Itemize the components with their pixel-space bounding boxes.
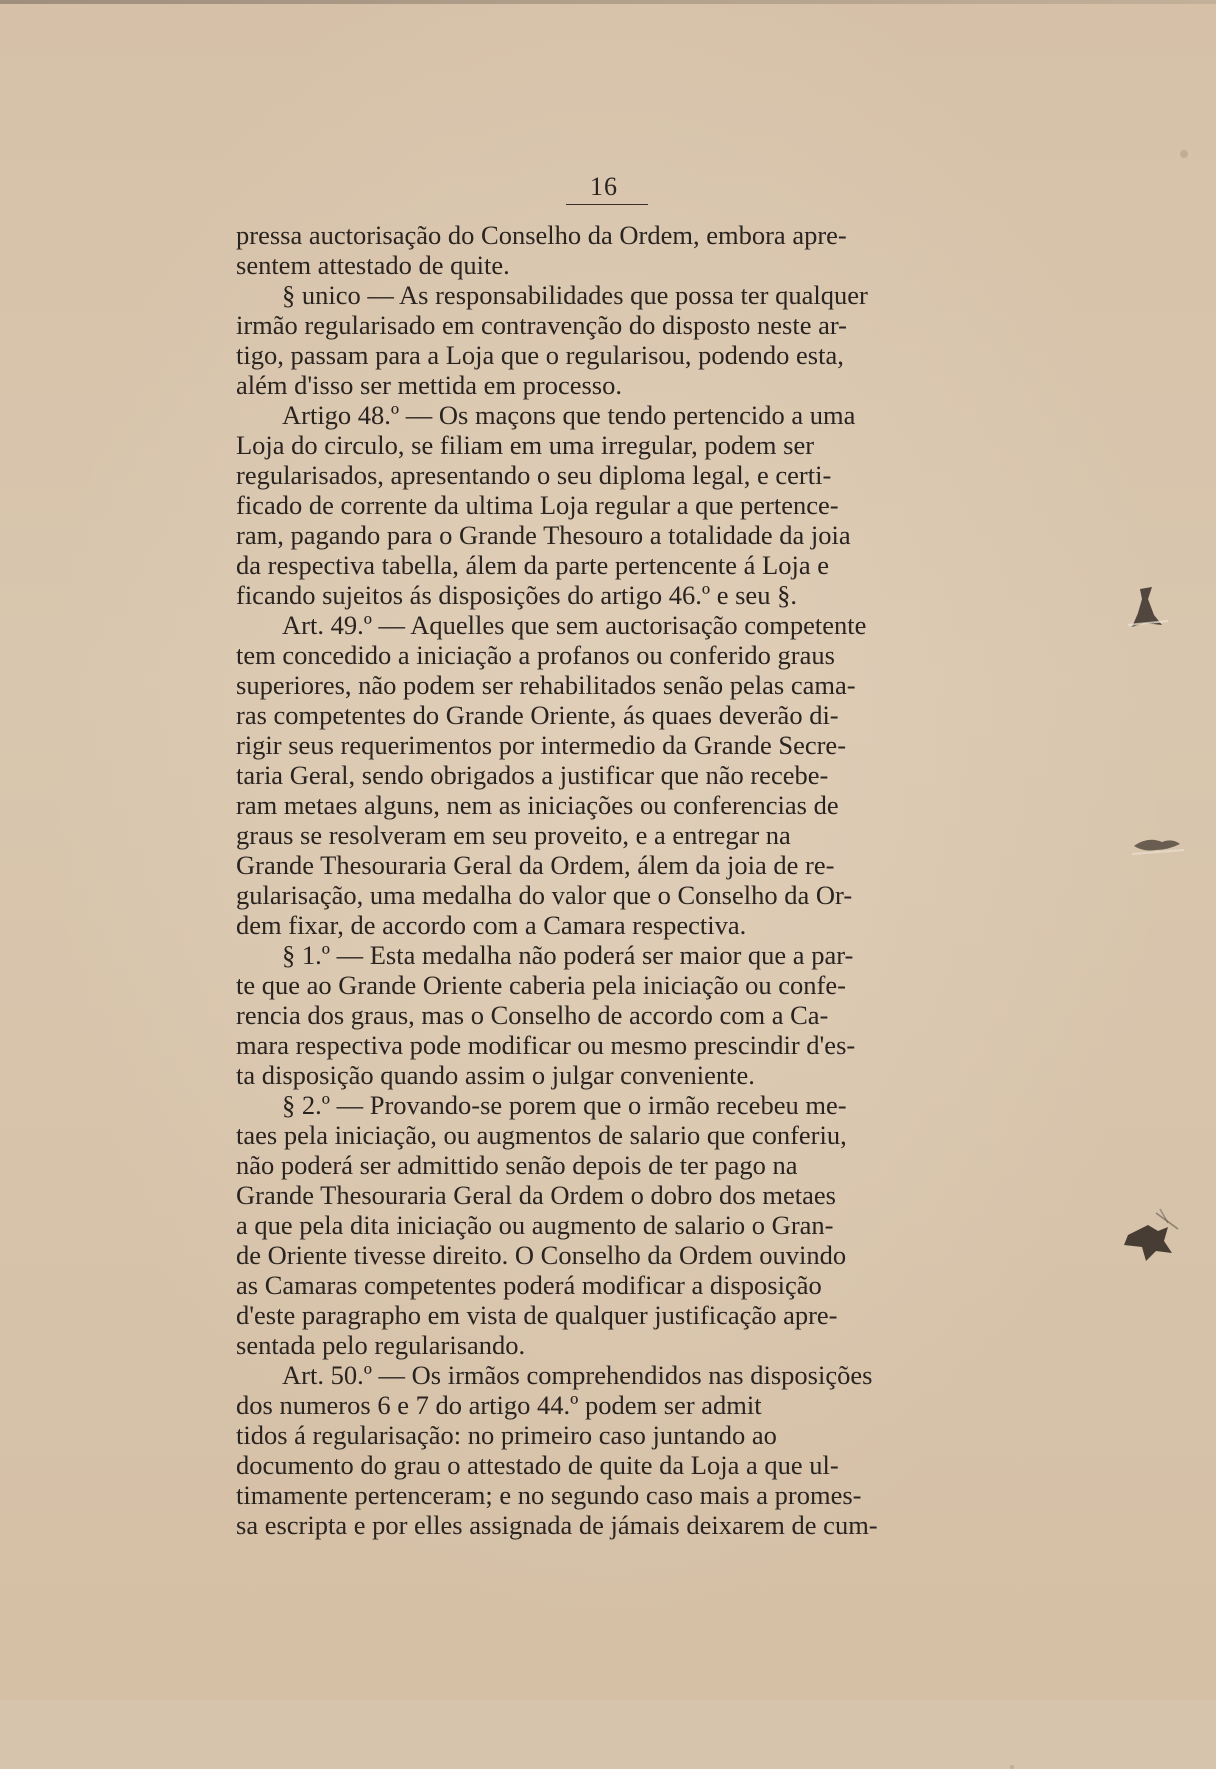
text-line: tigo, passam para a Loja que o regularisou, podendo esta, <box>236 340 844 370</box>
paper-hole-mark <box>1098 1205 1188 1275</box>
text-line: rencia dos graus, mas o Conselho de accordo com a Ca- <box>236 1000 829 1030</box>
text-line: taes pela iniciação, ou augmentos de salario que conferiu, <box>236 1120 847 1150</box>
text-line: timamente pertenceram; e no segundo caso mais a promes- <box>236 1480 862 1510</box>
text-line: Grande Thesouraria Geral da Ordem, álem da joia de re- <box>236 850 835 880</box>
text-line: Artigo 48.º — Os maçons que tendo pertencido a uma <box>282 400 856 430</box>
page-number: 16 <box>590 172 618 201</box>
text-line: § 2.º — Provando-se porem que o irmão recebeu me- <box>282 1090 847 1120</box>
top-edge-rule <box>0 0 1216 4</box>
text-line: ras competentes do Grande Oriente, ás quaes deverão di- <box>236 700 839 730</box>
text-line: sentem attestado de quite. <box>236 250 510 280</box>
text-line: as Camaras competentes poderá modificar a disposição <box>236 1270 822 1300</box>
text-line: além d'isso ser mettida em processo. <box>236 370 622 400</box>
paper-stain-mark <box>1128 820 1188 870</box>
text-line: gularisação, uma medalha do valor que o Conselho da Or- <box>236 880 853 910</box>
text-line: de Oriente tivesse direito. O Conselho da Ordem ouvindo <box>236 1240 847 1270</box>
text-line: ficando sujeitos ás disposições do artigo 46.º e seu §. <box>236 580 797 610</box>
text-line: § unico — As responsabilidades que possa ter qualquer <box>282 280 868 310</box>
text-line: § 1.º — Esta medalha não poderá ser maior que a par- <box>282 940 854 970</box>
text-line: tem concedido a iniciação a profanos ou conferido graus <box>236 640 835 670</box>
text-line: regularisados, apresentando o seu diploma legal, e certi- <box>236 460 832 490</box>
text-line: superiores, não podem ser rehabilitados senão pelas cama- <box>236 670 856 700</box>
text-line: Grande Thesouraria Geral da Ordem o dobro dos metaes <box>236 1180 836 1210</box>
text-line: ta disposição quando assim o julgar conveniente. <box>236 1060 755 1090</box>
paper-spot <box>1180 150 1188 158</box>
text-line: irmão regularisado em contravenção do disposto neste ar- <box>236 310 847 340</box>
text-line: Loja do circulo, se filiam em uma irregular, podem ser <box>236 430 815 460</box>
text-line: ram metaes alguns, nem as iniciações ou conferencias de <box>236 790 839 820</box>
text-line: Art. 50.º — Os irmãos comprehendidos nas disposições <box>282 1360 873 1390</box>
paper-spot <box>1010 1765 1014 1769</box>
text-line: rigir seus requerimentos por intermedio da Grande Secre- <box>236 730 847 760</box>
text-line: dos numeros 6 e 7 do artigo 44.º podem ser admit <box>236 1390 762 1420</box>
text-line: documento do grau o attestado de quite da Loja a que ul- <box>236 1450 839 1480</box>
text-line: mara respectiva pode modificar ou mesmo prescindir d'es- <box>236 1030 856 1060</box>
paper-tear-mark <box>1118 585 1178 635</box>
text-line: não poderá ser admittido senão depois de ter pago na <box>236 1150 798 1180</box>
text-line: sentada pelo regularisando. <box>236 1330 526 1360</box>
text-line: pressa auctorisação do Conselho da Ordem, embora apre- <box>236 220 847 250</box>
text-line: dem fixar, de accordo com a Camara respectiva. <box>236 910 747 940</box>
text-line: te que ao Grande Oriente caberia pela iniciação ou confe- <box>236 970 846 1000</box>
text-line: ficado de corrente da ultima Loja regular a que pertence- <box>236 490 839 520</box>
text-line: tidos á regularisação: no primeiro caso juntando ao <box>236 1420 777 1450</box>
text-line: sa escripta e por elles assignada de jámais deixarem de cum- <box>236 1510 878 1540</box>
text-line: Art. 49.º — Aquelles que sem auctorisação competente <box>282 610 867 640</box>
text-line: a que pela dita iniciação ou augmento de salario o Gran- <box>236 1210 834 1240</box>
text-line: da respectiva tabella, álem da parte pertencente á Loja e <box>236 550 829 580</box>
text-line: graus se resolveram em seu proveito, e a entregar na <box>236 820 791 850</box>
page-number-underline <box>566 204 648 205</box>
text-line: taria Geral, sendo obrigados a justificar que não recebe- <box>236 760 829 790</box>
text-line: ram, pagando para o Grande Thesouro a totalidade da joia <box>236 520 851 550</box>
text-line: d'este paragrapho em vista de qualquer justificação apre- <box>236 1300 838 1330</box>
